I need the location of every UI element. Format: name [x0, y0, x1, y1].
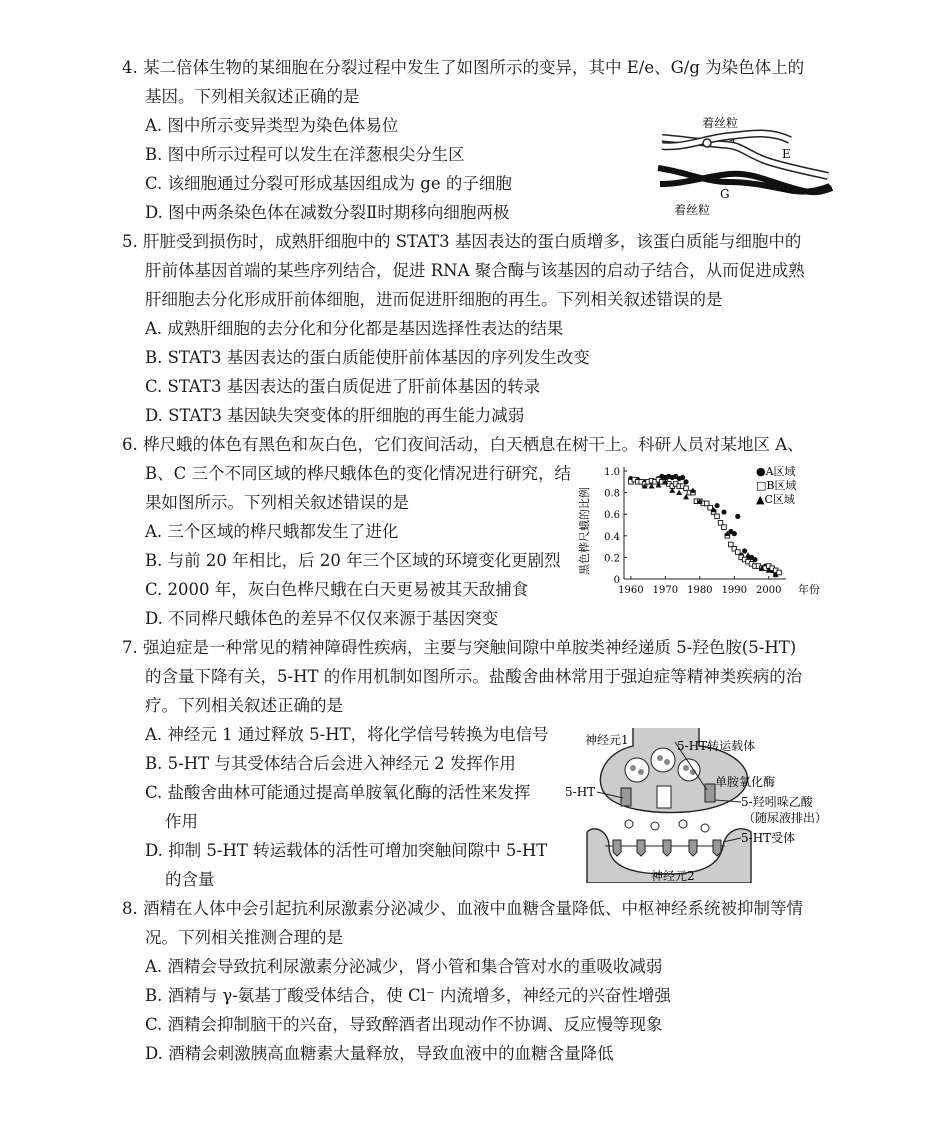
- chart-point-A区域: [735, 514, 740, 519]
- cleft-5ht: [625, 820, 633, 828]
- q5-option-d: D. STAT3 基因缺失突变体的肝细胞的再生能力减弱: [145, 406, 525, 425]
- q7-stem-line2: 的含量下降有关，5-HT 的作用机制如图所示。盐酸舍曲林常用于强迫症等精神类疾病的治: [145, 667, 803, 686]
- q4-fig-centromere-top-label: 着丝粒: [702, 116, 739, 130]
- chart-xtick-label: 1980: [687, 585, 713, 596]
- q7-option-c-line2: 作用: [165, 812, 198, 831]
- chart-xtick-label: 1960: [618, 585, 644, 596]
- q5-option-a: A. 成熟肝细胞的去分化和分化都是基因选择性表达的结果: [145, 319, 564, 338]
- q6-stem-line2: B、C 三个不同区域的桦尺蛾体色的变化情况进行研究，结: [145, 464, 571, 483]
- q7-option-d-line2: 的含量: [165, 870, 215, 889]
- q5-stem-line2: 肝前体基因首端的某些序列结合，促进 RNA 聚合酶与该基因的启动子结合，从而促进成熟: [145, 261, 805, 280]
- q4-option-b: B. 图中所示过程可以发生在洋葱根尖分生区: [145, 145, 465, 164]
- q4-chromosome-figure: [650, 110, 840, 220]
- q8-option-b: B. 酒精与 γ-氨基丁酸受体结合，使 Cl⁻ 内流增多，神经元的兴奋性增强: [145, 986, 671, 1005]
- fig-neuron2-label: 神经元2: [651, 869, 695, 883]
- q6-option-b: B. 与前 20 年相比，后 20 年三个区域的环境变化更剧烈: [145, 551, 561, 570]
- chart-point-B区域: [777, 570, 782, 575]
- chart-point-B区域: [722, 525, 727, 530]
- q8-option-a: A. 酒精会导致抗利尿激素分泌减少，肾小管和集合管对水的重吸收减弱: [145, 957, 663, 976]
- q8-option-c: C. 酒精会抑制脑干的兴奋，导致醉酒者出现动作不协调、反应慢等现象: [145, 1015, 663, 1034]
- chart-ytick-label: 0.4: [604, 531, 620, 543]
- q5-option-c: C. STAT3 基因表达的蛋白质促进了肝前体基因的转录: [145, 377, 541, 396]
- fig-5ht-label: 5-HT: [565, 785, 596, 799]
- chart-point-B区域: [715, 514, 720, 519]
- q4-option-a: A. 图中所示变异类型为染色体易位: [145, 116, 399, 135]
- ht-transporter: [621, 788, 631, 806]
- q8-stem-line1: 8. 酒精在人体中会引起抗利尿激素分泌减少、血液中血糖含量降低、中枢神经系统被抑制等情: [122, 899, 803, 918]
- q7-option-c-line1: C. 盐酸舍曲林可能通过提高单胺氧化酶的活性来发挥: [145, 783, 531, 802]
- chart-legend-c: ▲C区域: [756, 493, 795, 506]
- chart-point-A区域: [714, 503, 719, 508]
- q6-stem-line3: 果如图所示。下列相关叙述错误的是: [145, 493, 409, 512]
- chart-point-A区域: [732, 531, 737, 536]
- q8-option-d: D. 酒精会刺激胰高血糖素大量释放，导致血液中的血糖含量降低: [145, 1044, 614, 1063]
- chart-ytick-label: 1.0: [604, 467, 620, 478]
- chart-xlabel: 年份: [798, 583, 820, 596]
- chart-point-C区域: [676, 490, 682, 495]
- fig-transporter-label: 5-HT转运载体: [677, 739, 756, 753]
- chart-point-A区域: [742, 548, 747, 553]
- q6-scatter-chart: [568, 455, 840, 605]
- chart-xtick-label: 1990: [721, 585, 748, 596]
- chart-ylabel: 黑色桦尺蛾的比例: [578, 487, 591, 575]
- fig-neuron1-label: 神经元1: [585, 733, 629, 747]
- chart-legend-b: □B区域: [756, 479, 797, 492]
- q7-stem-line3: 疗。下列相关叙述正确的是: [145, 696, 343, 715]
- fig-metabolite-note: （随尿液排出）: [743, 811, 828, 825]
- q4-centromere-top: [703, 139, 711, 147]
- q7-stem-line1: 7. 强迫症是一种常见的精神障碍性疾病，主要与突触间隙中单胺类神经递质 5-羟色胺(5-HT): [122, 638, 797, 657]
- q4-fig-E-label: E: [782, 147, 791, 161]
- q8-stem-line2: 况。下列相关推测合理的是: [145, 928, 343, 947]
- q7-option-d-line1: D. 抑制 5-HT 转运载体的活性可增加突触间隙中 5-HT: [145, 841, 548, 860]
- chart-point-A区域: [721, 509, 726, 514]
- fig-mao-label: 单胺氧化酶: [715, 775, 776, 789]
- q5-stem-line1: 5. 肝脏受到损伤时，成熟肝细胞中的 STAT3 基因表达的蛋白质增多，该蛋白质能与细胞中的: [122, 232, 802, 251]
- q7-option-b: B. 5-HT 与其受体结合后会进入神经元 2 发挥作用: [145, 754, 516, 773]
- q4-fig-e-label: e: [780, 181, 788, 195]
- fig-receptor-label: 5-HT受体: [741, 831, 796, 845]
- q4-stem-line1: 4. 某二倍体生物的某细胞在分裂过程中发生了如图所示的变异，其中 E/e、G/g 为染色体上的: [122, 58, 805, 77]
- chart-ytick-label: 0.2: [604, 553, 620, 565]
- chart-point-A区域: [680, 475, 685, 480]
- chart-xtick-label: 1970: [652, 585, 679, 596]
- q6-option-c: C. 2000 年，灰白色桦尺蛾在白天更易被其天敌捕食: [145, 580, 529, 599]
- chart-ytick-label: 0: [613, 575, 620, 586]
- q6-option-a: A. 三个区域的桦尺蛾都发生了进化: [145, 522, 399, 541]
- chart-ytick-label: 0.8: [604, 488, 620, 500]
- q4-option-d: D. 图中两条染色体在减数分裂Ⅱ时期移向细胞两极: [145, 203, 510, 222]
- q7-option-a: A. 神经元 1 通过释放 5-HT，将化学信号转换为电信号: [145, 725, 549, 744]
- chart-ytick-label: 0.6: [604, 510, 620, 522]
- q7-synapse-figure: [565, 728, 850, 883]
- q4-option-c: C. 该细胞通过分裂可形成基因组成为 ge 的子细胞: [145, 174, 512, 193]
- q6-option-d: D. 不同桦尺蛾体色的差异不仅仅来源于基因突变: [145, 609, 499, 628]
- ht-receptors: [613, 840, 721, 856]
- q4-fig-g-label: g: [728, 130, 736, 144]
- q4-fig-G-label: G: [720, 187, 730, 201]
- q5-stem-line3: 肝细胞去分化形成肝前体细胞，进而促进肝细胞的再生。下列相关叙述错误的是: [145, 290, 723, 309]
- chart-legend-a: ●A区域: [756, 465, 796, 478]
- synaptic-vesicle: [625, 758, 649, 782]
- q6-stem-line1: 6. 桦尺蛾的体色有黑色和灰白色，它们夜间活动，白天栖息在树干上。科研人员对某地区 A、: [122, 435, 804, 454]
- chart-point-B区域: [735, 550, 740, 555]
- q5-option-b: B. STAT3 基因表达的蛋白质能使肝前体基因的序列发生改变: [145, 348, 590, 367]
- q4-fig-centromere-bottom-label: 着丝粒: [674, 203, 711, 217]
- chart-xtick-label: 2000: [756, 585, 782, 596]
- fig-metabolite-label: 5-羟吲哚乙酸: [741, 795, 813, 809]
- q4-stem-line2: 基因。下列相关叙述正确的是: [145, 87, 360, 106]
